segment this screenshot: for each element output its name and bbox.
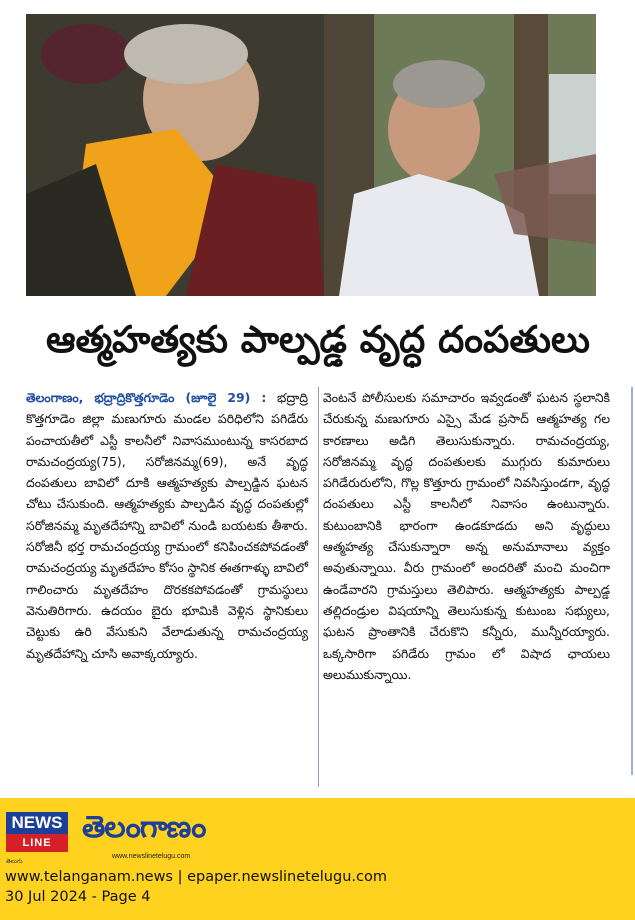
article-photos <box>26 14 596 296</box>
newsline-logo <box>6 812 68 856</box>
article-column-2 <box>318 387 610 787</box>
date-page: 30 Jul 2024 - Page 4 <box>5 889 151 905</box>
logo-news-bottom: LINE <box>6 834 68 852</box>
dateline: తెలంగాణం, భద్రాద్రికొత్తగూడెం (జూలై 29) : <box>26 390 267 405</box>
column-rule <box>631 387 633 775</box>
epaper-urls: www.telanganam.news | epaper.newslinetelugu.com <box>5 869 387 885</box>
photo-deceased-woman <box>26 14 324 296</box>
article-column-1 <box>26 387 318 787</box>
logo-site-url: www.newslinetelugu.com <box>112 853 191 860</box>
article-body <box>26 387 610 787</box>
logo-news-sub: తెలుగు <box>6 858 23 865</box>
logo-news-top: NEWS <box>6 812 68 834</box>
telanganam-logo: తెలంగాణం <box>82 810 206 845</box>
column-2-text: వెంటనే పోలీసులకు సమాచారం ఇవ్వడంతో ఘటన స్థలానికి చేరుకున్న మణుగూరు ఎస్సై మేడ ప్రసాద్ ఆత్మహత్య గల కారణాలు అడిగి తెలుసుకున్నారు. రామచంద్రయ్య, సరోజినమ్మ వృద్ధ దంపతులకు ముగ్గురు కుమారులు పగిడేరురులోని, గొల్ల కొత్తూరు గ్రామంలో నివసిస్తుండగా, వృద్ధ దంపతులు ఎస్టీ కాలనీలో నివాసం ఉంటున్నారు. కుటుంబానికి భారంగా ఉండకూడదు అని వృద్ధులు ఆత్మహత్య చేసుకున్నారా అన్న అనుమానాలు వ్యక్తం అవుతున్నాయి. వీరు గ్రామంలో అందరితో మంచి మంచిగా ఉండేవారని గ్రామస్తులు తెలిపారు. ఆత్మహత్యకు పాల్పడ్డ తల్లిదండ్రుల విషయాన్ని తెలుసుకున్న కుటుంబ సభ్యులు, ఘటన ప్రాంతానికి చేరుకొని కన్నీరు, మున్నీరయ్యారు. ఒక్కసారిగా పగిడేరు గ్రామం లో విషాద ఛాయలు అలుముకున్నాయి. <box>323 390 610 682</box>
column-1-text: భద్రాద్రి కొత్తగూడెం జిల్లా మణుగూరు మండల పరిధిలోని పగిడేరు పంచాయతీలో ఎస్టీ కాలనీలో నివాసముంటున్న కాసరబాద రామచంద్రయ్య(75), సరోజినమ్మ(69), అనే వృద్ధ దంపతులు బావిలో దూకి ఆత్మహత్యకు పాల్పడ్డిన ఘటన చోటు చేసుకుంది. ఆత్మహత్యకు పాల్పడిన వృద్ధ దంపతుల్లో సరోజినమ్మ మృతదేహాన్ని బావిలో నుండి బయటకు తీశారు. సరోజినీ భర్త రామచంద్రయ్య గ్రామంలో కనిపించకపోవడంతో రామచంద్రయ్య మృతదేహం కోసం స్థానిక ఈతగాళ్ళు బావిలో గాలించారు మృతదేహం దొరకకపోవడంతో గ్రామస్థులు వెనుతిరిగారు. ఉదయం బైరు భూమికి వెళ్లిన స్థానికులు చెట్టుకు ఉరి వేసుకుని వేలాడుతున్న రామచంద్రయ్య మృతదేహాన్ని చూసి అవాక్కయ్యారు. <box>26 390 308 661</box>
footer-banner <box>0 798 635 920</box>
headline: ఆత్మహత్యకు పాల్పడ్డ వృద్ధ దంపతులు <box>46 318 590 361</box>
photo-man <box>324 14 596 296</box>
